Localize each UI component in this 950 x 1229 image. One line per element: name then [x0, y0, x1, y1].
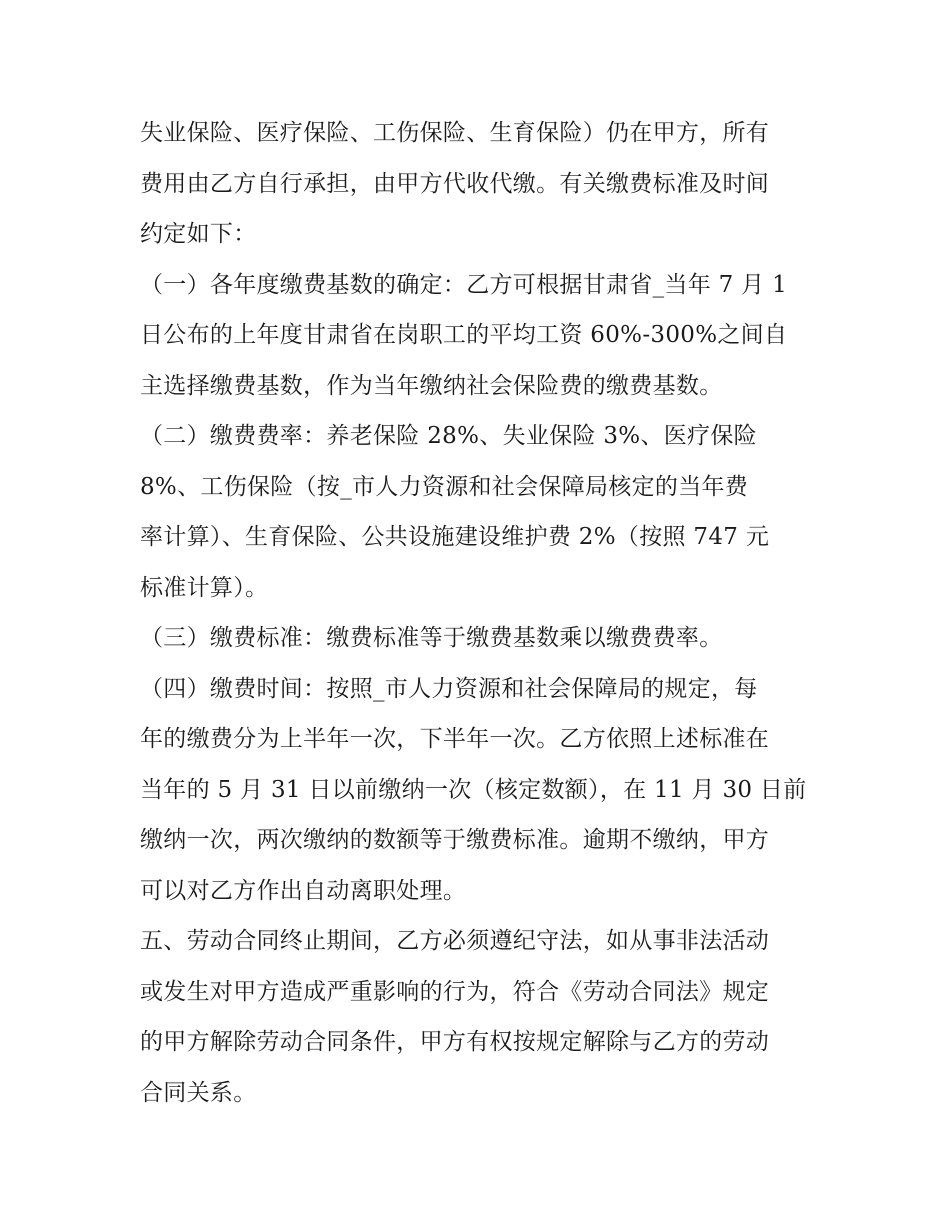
- paragraph-line: 当年的 5 月 31 日以前缴纳一次（核定数额），在 11 月 30 日前: [140, 776, 807, 803]
- document-body: [140, 108, 820, 1118]
- paragraph-line: 合同关系。: [140, 1079, 257, 1106]
- paragraph-line: 主选择缴费基数，作为当年缴纳社会保险费的缴费基数。: [140, 372, 723, 399]
- paragraph-line: 五、劳动合同终止期间，乙方必须遵纪守法，如从事非法活动: [140, 928, 770, 954]
- paragraph-line: 失业保险、医疗保险、工伤保险、生育保险）仍在甲方，所有: [140, 120, 770, 146]
- paragraph-line: 标准计算）。: [140, 574, 269, 601]
- paragraph-line: （三）缴费标准：缴费标准等于缴费基数乘以缴费费率。: [140, 625, 723, 651]
- paragraph-line: 或发生对甲方造成严重影响的行为，符合《劳动合同法》规定: [140, 978, 770, 1005]
- paragraph-line: 的甲方解除劳动合同条件，甲方有权按规定解除与乙方的劳动: [140, 1029, 770, 1055]
- paragraph-line: （四）缴费时间：按照_市人力资源和社会保障局的规定，每: [140, 675, 758, 702]
- paragraph-line: 率计算）、生育保险、公共设施建设维护费 2%（按照 747 元: [140, 524, 770, 550]
- paragraph-line: 费用由乙方自行承担，由甲方代收代缴。有关缴费标准及时间: [140, 170, 770, 197]
- paragraph-line: 8%、工伤保险（按_市人力资源和社会保障局核定的当年费: [140, 473, 749, 500]
- paragraph-line: 年的缴费分为上半年一次，下半年一次。乙方依照上述标准在: [140, 726, 770, 752]
- paragraph-line: 约定如下：: [140, 221, 257, 247]
- paragraph-line: 缴纳一次，两次缴纳的数额等于缴费标准。逾期不缴纳，甲方: [140, 827, 770, 853]
- paragraph-line: 可以对乙方作出自动离职处理。: [140, 877, 467, 904]
- paragraph-line: （一）各年度缴费基数的确定：乙方可根据甘肃省_当年 7 月 1: [140, 271, 787, 298]
- paragraph-line: （二）缴费费率：养老保险 28%、失业保险 3%、医疗保险: [140, 423, 757, 449]
- paragraph-line: 日公布的上年度甘肃省在岗职工的平均工资 60%-300%之间自: [140, 322, 788, 348]
